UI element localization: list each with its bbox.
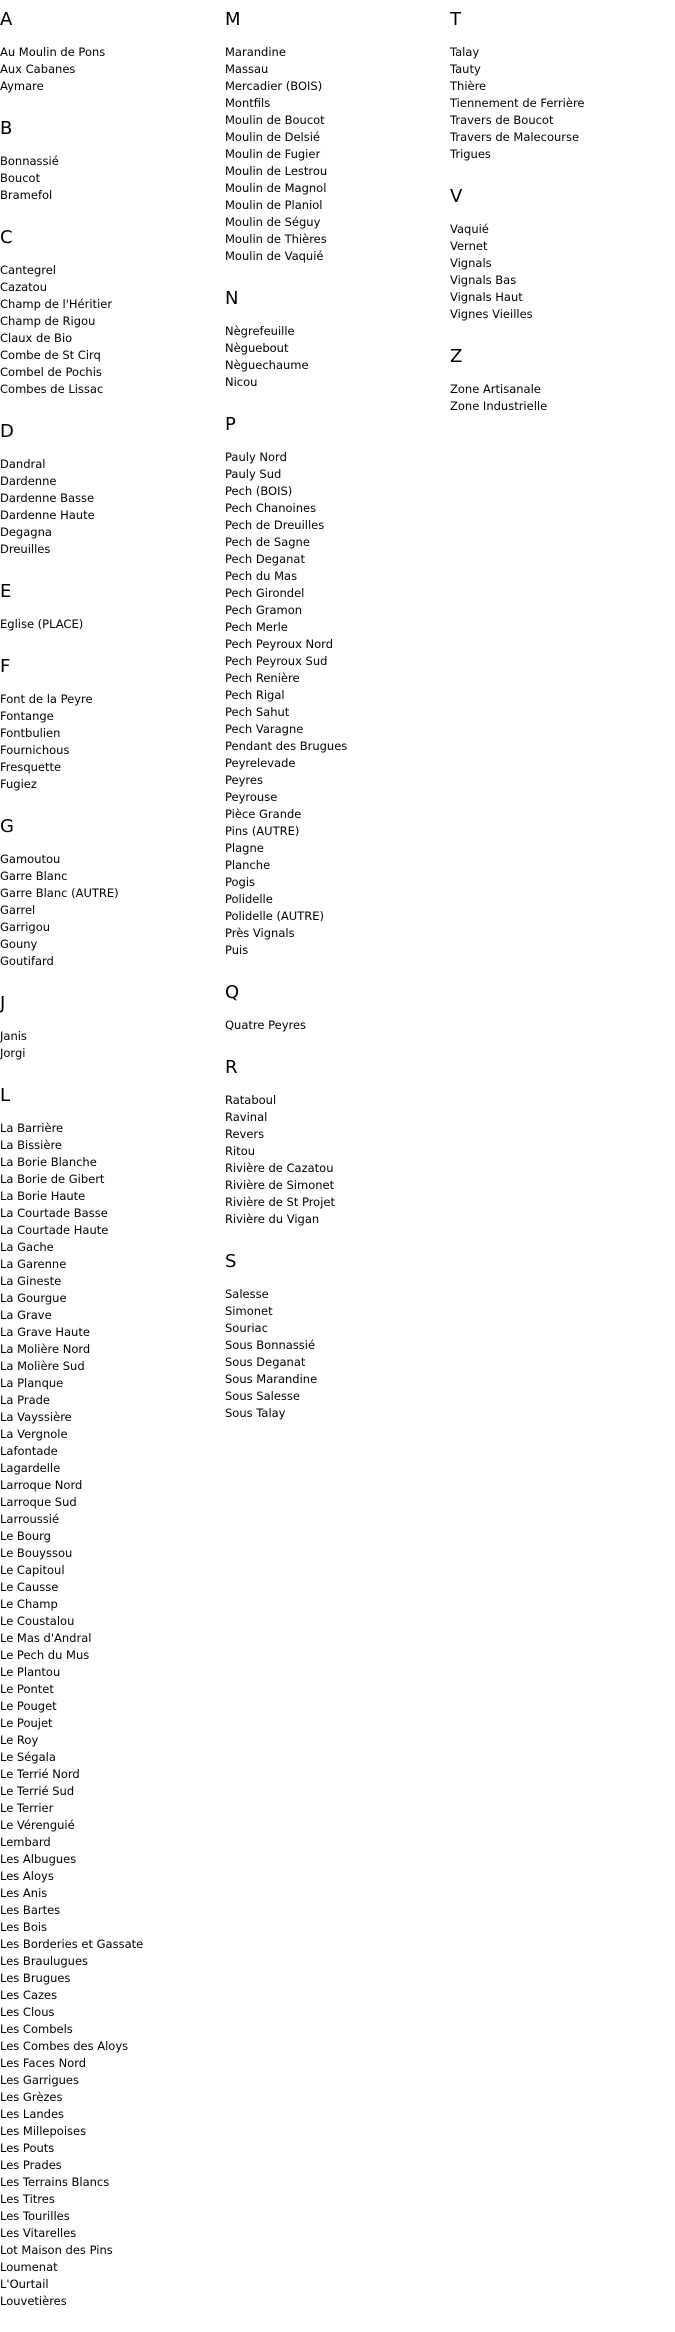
place-name-item[interactable]: La Prade <box>0 1393 50 1407</box>
place-name-item[interactable]: Pech du Mas <box>225 569 298 583</box>
place-name-item[interactable]: Les Grèzes <box>0 2090 63 2104</box>
letter-section-s <box>225 1250 445 1422</box>
place-name-item[interactable]: Larroque Sud <box>0 1495 77 1509</box>
place-name-item[interactable]: Loumenat <box>0 2260 58 2274</box>
place-name-item[interactable]: Puis <box>225 943 249 957</box>
place-name-item[interactable]: Rataboul <box>225 1093 277 1107</box>
place-name-item[interactable]: La Grave <box>0 1308 52 1322</box>
place-name-item[interactable]: Louvetières <box>0 2294 67 2308</box>
place-name-item[interactable]: Le Vérenguié <box>0 1818 75 1832</box>
place-name-item[interactable]: La Molière Nord <box>0 1342 91 1356</box>
place-name-item[interactable]: La Vayssière <box>0 1410 72 1424</box>
place-name-item[interactable]: Combes de Lissac <box>0 382 104 396</box>
place-name-item[interactable]: Fournichous <box>0 743 70 757</box>
place-name-list <box>225 323 445 391</box>
place-name-item[interactable]: Le Champ <box>0 1597 58 1611</box>
section-letter-heading: Z <box>450 346 463 367</box>
place-name-item[interactable]: Combe de St Cirq <box>0 348 101 362</box>
place-name-item[interactable]: Fugiez <box>0 777 37 791</box>
place-name-list <box>0 1120 220 2310</box>
letter-section-m <box>225 8 445 265</box>
place-name-item[interactable]: Sous Bonnassié <box>225 1338 316 1352</box>
place-name-item[interactable]: Pièce Grande <box>225 807 302 821</box>
place-name-item[interactable]: Goutifard <box>0 954 54 968</box>
place-name-item[interactable]: Vernet <box>450 239 488 253</box>
place-name-item[interactable]: Le Terrié Nord <box>0 1767 80 1781</box>
letter-section-t <box>450 8 670 163</box>
letter-section-l <box>0 1084 220 2310</box>
place-name-item[interactable]: Pins (AUTRE) <box>225 824 300 838</box>
place-name-item[interactable]: Dardenne <box>0 474 57 488</box>
place-name-item[interactable]: Pech Renière <box>225 671 300 685</box>
place-name-item[interactable]: Zone Industrielle <box>450 399 548 413</box>
place-name-item[interactable]: Peyrelevade <box>225 756 296 770</box>
section-letter-heading: S <box>225 1251 237 1272</box>
place-name-item[interactable]: Pech de Sagne <box>225 535 310 549</box>
letter-section-q <box>225 981 445 1034</box>
place-name-item[interactable]: Gouny <box>0 937 38 951</box>
place-name-item[interactable]: Simonet <box>225 1304 273 1318</box>
letter-section-p <box>225 413 445 959</box>
place-name-item[interactable]: Les Combes des Aloys <box>0 2039 129 2053</box>
place-name-item[interactable]: Vignes Vieilles <box>450 307 533 321</box>
place-name-list <box>450 44 670 163</box>
place-name-item[interactable]: Jorgi <box>0 1046 26 1060</box>
place-name-item[interactable]: Nègrefeuille <box>225 324 295 338</box>
place-name-item[interactable]: Aux Cabanes <box>0 62 76 76</box>
place-name-item[interactable]: Planche <box>225 858 271 872</box>
place-name-item[interactable]: Larroussié <box>0 1512 60 1526</box>
place-name-item[interactable]: Le Pech du Mus <box>0 1648 90 1662</box>
place-name-item[interactable]: Ritou <box>225 1144 256 1158</box>
place-name-list <box>225 1092 445 1228</box>
place-name-item[interactable]: Sous Marandine <box>225 1372 318 1386</box>
index-column-2 <box>225 8 445 1444</box>
place-name-item[interactable]: Nicou <box>225 375 258 389</box>
place-name-item[interactable]: Boucot <box>0 171 41 185</box>
place-name-item[interactable]: Pech (BOIS) <box>225 484 293 498</box>
section-letter-heading: M <box>225 9 241 30</box>
place-name-item[interactable]: Le Ségala <box>0 1750 56 1764</box>
place-name-item[interactable]: La Borie de Gibert <box>0 1172 105 1186</box>
place-name-item[interactable]: Moulin de Thières <box>225 232 327 246</box>
place-name-item[interactable]: Les Garrigues <box>0 2073 79 2087</box>
place-name-item[interactable]: Les Landes <box>0 2107 65 2121</box>
place-name-item[interactable]: Les Faces Nord <box>0 2056 87 2070</box>
place-name-item[interactable]: Pech Deganat <box>225 552 305 566</box>
place-name-item[interactable]: Moulin de Delsié <box>225 130 320 144</box>
place-name-item[interactable]: Les Terrains Blancs <box>0 2175 110 2189</box>
place-name-item[interactable]: Les Braulugues <box>0 1954 89 1968</box>
place-name-item[interactable]: Pendant des Brugues <box>225 739 348 753</box>
place-name-item[interactable]: Polidelle (AUTRE) <box>225 909 324 923</box>
place-name-list <box>0 262 220 398</box>
place-name-item[interactable]: Près Vignals <box>225 926 295 940</box>
place-name-item[interactable]: Pech Varagne <box>225 722 304 736</box>
place-name-item[interactable]: Garre Blanc <box>0 869 68 883</box>
place-name-item[interactable]: Larroque Nord <box>0 1478 83 1492</box>
place-name-item[interactable]: Dreuilles <box>0 542 51 556</box>
place-name-item[interactable]: Les Aloys <box>0 1869 54 1883</box>
letter-section-c <box>0 226 220 398</box>
place-name-item[interactable]: Le Causse <box>0 1580 59 1594</box>
place-name-list <box>0 456 220 558</box>
place-name-item[interactable]: La Vergnole <box>0 1427 68 1441</box>
letter-section-r <box>225 1056 445 1228</box>
place-name-item[interactable]: Vaquié <box>450 222 489 236</box>
place-name-item[interactable]: Moulin de Planiol <box>225 198 323 212</box>
section-letter-heading: E <box>0 581 12 602</box>
place-name-item[interactable]: La Gourgue <box>0 1291 67 1305</box>
place-name-list <box>450 221 670 323</box>
place-name-item[interactable]: Dardenne Haute <box>0 508 95 522</box>
place-name-item[interactable]: Gamoutou <box>0 852 61 866</box>
letter-section-e <box>0 580 220 633</box>
place-name-item[interactable]: Pech Sahut <box>225 705 290 719</box>
place-name-item[interactable]: Pech de Dreuilles <box>225 518 325 532</box>
place-name-item[interactable]: La Courtade Haute <box>0 1223 109 1237</box>
place-name-item[interactable]: Nèguechaume <box>225 358 309 372</box>
place-name-item[interactable]: Sous Talay <box>225 1406 286 1420</box>
place-name-item[interactable]: Pech Girondel <box>225 586 305 600</box>
place-name-item[interactable]: Pauly Nord <box>225 450 287 464</box>
letter-section-a <box>0 8 220 95</box>
place-name-item[interactable]: Degagna <box>0 525 52 539</box>
place-name-item[interactable]: Les Brugues <box>0 1971 71 1985</box>
section-letter-heading: R <box>225 1057 238 1078</box>
place-name-item[interactable]: Moulin de Boucot <box>225 113 325 127</box>
place-name-item[interactable]: Souriac <box>225 1321 268 1335</box>
place-name-item[interactable]: Le Pontet <box>0 1682 54 1696</box>
place-name-list <box>225 1017 445 1034</box>
place-name-item[interactable]: Les Clous <box>0 2005 55 2019</box>
place-name-item[interactable]: Vignals Haut <box>450 290 523 304</box>
section-letter-heading: F <box>0 656 11 677</box>
place-name-item[interactable]: Le Capitoul <box>0 1563 65 1577</box>
place-name-item[interactable]: Montfils <box>225 96 271 110</box>
place-name-item[interactable]: Sous Deganat <box>225 1355 306 1369</box>
place-name-item[interactable]: Les Vitarelles <box>0 2226 77 2240</box>
place-name-item[interactable]: Pech Merle <box>225 620 288 634</box>
place-name-item[interactable]: Aymare <box>0 79 44 93</box>
place-name-item[interactable]: Sous Salesse <box>225 1389 300 1403</box>
section-letter-heading: G <box>0 816 14 837</box>
place-name-item[interactable]: Le Coustalou <box>0 1614 75 1628</box>
index-column-3 <box>450 8 670 437</box>
place-name-item[interactable]: Nèguebout <box>225 341 289 355</box>
place-name-item[interactable]: Cantegrel <box>0 263 56 277</box>
place-name-item[interactable]: Lagardelle <box>0 1461 61 1475</box>
place-name-item[interactable]: Les Albugues <box>0 1852 77 1866</box>
place-name-item[interactable]: Lembard <box>0 1835 51 1849</box>
place-name-item[interactable]: Quatre Peyres <box>225 1018 307 1032</box>
section-letter-heading: P <box>225 414 236 435</box>
place-name-item[interactable]: Moulin de Séguy <box>225 215 321 229</box>
place-name-item[interactable]: La Planque <box>0 1376 64 1390</box>
place-name-item[interactable]: Thière <box>450 79 487 93</box>
place-name-item[interactable]: Trigues <box>450 147 491 161</box>
place-name-item[interactable]: Pech Chanoines <box>225 501 317 515</box>
place-name-item[interactable]: Vignals Bas <box>450 273 517 287</box>
place-name-list <box>0 691 220 793</box>
place-name-item[interactable]: Talay <box>450 45 480 59</box>
place-name-list <box>0 851 220 970</box>
place-name-list <box>225 449 445 959</box>
place-name-item[interactable]: Garrigou <box>0 920 51 934</box>
place-name-item[interactable]: Polidelle <box>225 892 273 906</box>
place-name-list <box>225 44 445 265</box>
place-name-item[interactable]: Le Mas d'Andral <box>0 1631 92 1645</box>
place-name-item[interactable]: Garrel <box>0 903 36 917</box>
place-name-item[interactable]: Le Terrié Sud <box>0 1784 75 1798</box>
place-name-item[interactable]: Les Bois <box>0 1920 48 1934</box>
place-name-item[interactable]: Les Tourilles <box>0 2209 70 2223</box>
place-name-item[interactable]: Pech Peyroux Sud <box>225 654 328 668</box>
place-name-item[interactable]: Le Pouget <box>0 1699 57 1713</box>
place-name-item[interactable]: Pech Gramon <box>225 603 303 617</box>
place-name-item[interactable]: Claux de Bio <box>0 331 73 345</box>
place-name-item[interactable]: Rivière du Vigan <box>225 1212 320 1226</box>
place-name-item[interactable]: Mercadier (BOIS) <box>225 79 323 93</box>
place-name-item[interactable]: Moulin de Fugier <box>225 147 321 161</box>
place-name-item[interactable]: La Barrière <box>0 1121 64 1135</box>
place-name-item[interactable]: Les Pouts <box>0 2141 55 2155</box>
place-name-item[interactable]: Revers <box>225 1127 265 1141</box>
letter-section-b <box>0 117 220 204</box>
section-letter-heading: T <box>450 9 461 30</box>
place-name-item[interactable]: Les Combels <box>0 2022 73 2036</box>
place-name-item[interactable]: Le Bourg <box>0 1529 51 1543</box>
place-name-item[interactable]: Les Millepoises <box>0 2124 87 2138</box>
section-letter-heading: Q <box>225 982 240 1003</box>
place-name-item[interactable]: Lafontade <box>0 1444 58 1458</box>
place-name-item[interactable]: Rivière de Cazatou <box>225 1161 334 1175</box>
section-letter-heading: V <box>450 186 463 207</box>
place-name-item[interactable]: Dardenne Basse <box>0 491 95 505</box>
place-name-item[interactable]: Pech Rigal <box>225 688 285 702</box>
place-name-item[interactable]: Rivière de St Projet <box>225 1195 335 1209</box>
place-name-item[interactable]: Bramefol <box>0 188 53 202</box>
place-name-item[interactable]: Font de la Peyre <box>0 692 93 706</box>
place-name-item[interactable]: La Courtade Basse <box>0 1206 108 1220</box>
letter-section-v <box>450 185 670 323</box>
letter-section-n <box>225 287 445 391</box>
place-name-item[interactable]: Le Terrier <box>0 1801 54 1815</box>
place-name-item[interactable]: Plagne <box>225 841 264 855</box>
section-letter-heading: A <box>0 9 13 30</box>
place-name-item[interactable]: Pauly Sud <box>225 467 282 481</box>
place-name-item[interactable]: Les Bartes <box>0 1903 61 1917</box>
place-name-item[interactable]: Janis <box>0 1029 27 1043</box>
place-name-item[interactable]: La Gineste <box>0 1274 62 1288</box>
place-name-list <box>0 44 220 95</box>
place-name-item[interactable]: Vignals <box>450 256 492 270</box>
section-letter-heading: C <box>0 227 13 248</box>
letter-section-z <box>450 345 670 415</box>
place-name-item[interactable]: La Grave Haute <box>0 1325 90 1339</box>
index-column-1 <box>0 8 220 2332</box>
place-name-list <box>0 1028 220 1062</box>
place-name-item[interactable]: Combel de Pochis <box>0 365 102 379</box>
place-name-item[interactable]: Moulin de Vaquié <box>225 249 324 263</box>
place-name-item[interactable]: Pech Peyroux Nord <box>225 637 333 651</box>
place-name-item[interactable]: Fontbulien <box>0 726 61 740</box>
place-name-item[interactable]: Tauty <box>450 62 481 76</box>
place-name-item[interactable]: Peyres <box>225 773 263 787</box>
place-name-item[interactable]: Les Anis <box>0 1886 48 1900</box>
place-name-item[interactable]: Marandine <box>225 45 286 59</box>
section-letter-heading: N <box>225 288 239 309</box>
place-name-item[interactable]: La Molière Sud <box>0 1359 85 1373</box>
place-name-item[interactable]: Les Titres <box>0 2192 55 2206</box>
section-letter-heading: D <box>0 421 14 442</box>
place-name-item[interactable]: Bonnassié <box>0 154 59 168</box>
place-name-item[interactable]: Garre Blanc (AUTRE) <box>0 886 119 900</box>
place-name-item[interactable]: Lot Maison des Pins <box>0 2243 113 2257</box>
place-name-item[interactable]: Pogis <box>225 875 256 889</box>
place-name-item[interactable]: Massau <box>225 62 269 76</box>
place-name-item[interactable]: Le Bouyssou <box>0 1546 73 1560</box>
place-name-item[interactable]: La Borie Blanche <box>0 1155 97 1169</box>
place-name-item[interactable]: Moulin de Magnol <box>225 181 327 195</box>
place-name-item[interactable]: Le Poujet <box>0 1716 53 1730</box>
place-name-list <box>450 381 670 415</box>
place-name-list <box>0 616 220 633</box>
place-name-item[interactable]: Champ de l'Héritier <box>0 297 113 311</box>
place-name-item[interactable]: Eglise (PLACE) <box>0 617 84 631</box>
place-name-item[interactable]: Champ de Rigou <box>0 314 96 328</box>
place-name-item[interactable]: Moulin de Lestrou <box>225 164 328 178</box>
place-name-item[interactable]: Au Moulin de Pons <box>0 45 106 59</box>
place-name-item[interactable]: La Garenne <box>0 1257 67 1271</box>
place-name-item[interactable]: La Bissière <box>0 1138 62 1152</box>
place-name-item[interactable]: Les Prades <box>0 2158 62 2172</box>
place-name-item[interactable]: Salesse <box>225 1287 269 1301</box>
place-name-item[interactable]: Cazatou <box>0 280 47 294</box>
section-letter-heading: L <box>0 1085 11 1106</box>
section-letter-heading: J <box>0 993 6 1014</box>
place-name-list <box>0 153 220 204</box>
place-name-item[interactable]: La Gache <box>0 1240 54 1254</box>
letter-section-f <box>0 655 220 793</box>
place-name-item[interactable]: Ravinal <box>225 1110 268 1124</box>
place-name-item[interactable]: Le Roy <box>0 1733 39 1747</box>
letter-section-d <box>0 420 220 558</box>
place-name-item[interactable]: Zone Artisanale <box>450 382 541 396</box>
place-name-item[interactable]: Tiennement de Ferrière <box>450 96 585 110</box>
place-name-item[interactable]: Rivière de Simonet <box>225 1178 335 1192</box>
place-name-item[interactable]: Travers de Boucot <box>450 113 554 127</box>
place-name-item[interactable]: Peyrouse <box>225 790 278 804</box>
place-name-item[interactable]: Fontange <box>0 709 54 723</box>
place-name-item[interactable]: Les Cazes <box>0 1988 58 2002</box>
place-name-item[interactable]: Dandral <box>0 457 46 471</box>
place-name-item[interactable]: Les Borderies et Gassate <box>0 1937 144 1951</box>
place-name-list <box>225 1286 445 1422</box>
letter-section-j <box>0 992 220 1062</box>
place-name-item[interactable]: L'Ourtail <box>0 2277 49 2291</box>
place-name-item[interactable]: Fresquette <box>0 760 62 774</box>
place-name-item[interactable]: La Borie Haute <box>0 1189 86 1203</box>
place-name-item[interactable]: Travers de Malecourse <box>450 130 580 144</box>
section-letter-heading: B <box>0 118 13 139</box>
place-name-item[interactable]: Le Plantou <box>0 1665 61 1679</box>
letter-section-g <box>0 815 220 970</box>
